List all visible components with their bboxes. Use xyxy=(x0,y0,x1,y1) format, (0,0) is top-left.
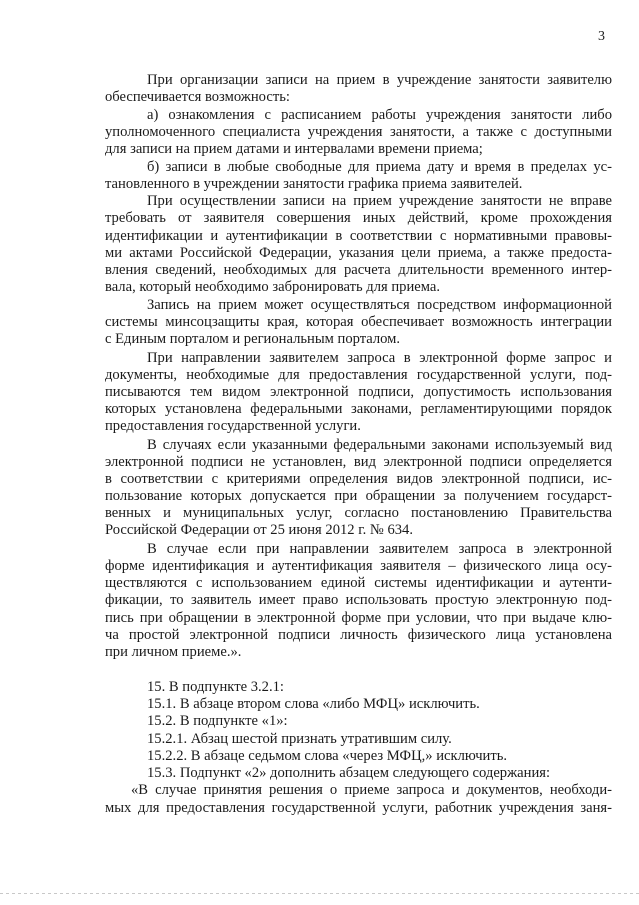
amendment-item: 15.1. В абзаце втором слова «либо МФЦ» исключить. xyxy=(147,696,480,712)
text-line: пользование которых допускается при обращении за получением государст- xyxy=(105,488,612,504)
text-line: электронной подписи не установлен, вид электронной подписи определяется xyxy=(105,454,612,470)
text-line: обеспечивается возможность: xyxy=(105,89,290,105)
quoted-text-line: мых для предоставления государственной услуги, работник учреждения заня- xyxy=(105,800,612,816)
amendment-item: 15. В подпункте 3.2.1: xyxy=(147,679,284,695)
text-line: вления сведений, необходимых для расчета длительности временного интер- xyxy=(105,262,612,278)
amendment-item: 15.2.2. В абзаце седьмом слова «через МФЦ,» исключить. xyxy=(147,748,508,764)
text-line: В случаях если указанными федеральными законами используемый вид xyxy=(147,437,612,453)
text-line: венных и муниципальных услуг, согласно постановлению Правительства xyxy=(105,505,612,521)
text-line: Запись на прием может осуществляться посредством информационной xyxy=(147,297,612,313)
text-line: которых установлена федеральными законами, регламентирующими порядок xyxy=(105,401,612,417)
text-line: требовать от заявителя совершения иных действий, кроме прохождения xyxy=(105,210,612,226)
text-line: писываются тем видом электронной подписи, допустимость использования xyxy=(105,384,612,400)
text-line: уполномоченного специалиста учреждения занятости, а также с доступными xyxy=(105,124,612,140)
text-line: При направлении заявителем запроса в электронной форме запрос и xyxy=(147,350,612,366)
text-line: При осуществлении записи на прием учреждение занятости не вправе xyxy=(147,193,612,209)
text-line: ча простой электронной подписи личность физического лица установлена xyxy=(105,627,612,643)
text-line: б) записи в любые свободные для приема дату и время в пределах ус- xyxy=(147,159,612,175)
text-line: с Единым порталом и региональным порталом. xyxy=(105,331,401,347)
text-line: для записи на прием датами и интервалами времени приема; xyxy=(105,141,483,157)
text-line: форме идентификация и аутентификация заявителя – физического лица осу- xyxy=(105,558,612,574)
amendment-item: 15.2.1. Абзац шестой признать утратившим силу. xyxy=(147,731,452,747)
text-line: пись при обращении в электронной форме при условии, что при выдаче клю- xyxy=(105,610,612,626)
scan-edge-divider xyxy=(0,893,639,894)
text-line: ми актами Российской Федерации, указания цели приема, а также предоста- xyxy=(105,245,612,261)
page-number: 3 xyxy=(598,29,605,44)
text-line: при личном приеме.». xyxy=(105,644,242,660)
text-line: предоставления государственной услуги. xyxy=(105,418,361,434)
text-line: а) ознакомления с расписанием работы учреждения занятости либо xyxy=(147,107,612,123)
text-line: в соответствии с критериями определения видов электронной подписи, ис- xyxy=(105,471,612,487)
amendment-item: 15.2. В подпункте «1»: xyxy=(147,713,288,729)
text-line: Российской Федерации от 25 июня 2012 г. № 634. xyxy=(105,522,413,538)
text-line: фикации, то заявитель имеет право использовать простую электронную под- xyxy=(105,592,612,608)
text-line: документы, необходимые для предоставления государственной услуги, под- xyxy=(105,367,612,383)
text-line: идентификации и аутентификации в соответствии с нормативными правовы- xyxy=(105,228,612,244)
amendment-item: 15.3. Подпункт «2» дополнить абзацем следующего содержания: xyxy=(147,765,551,781)
quoted-text-line: «В случае принятия решения о приеме запроса и документов, необходи- xyxy=(131,782,612,798)
text-line: ществляются с использованием единой системы идентификации и аутенти- xyxy=(105,575,612,591)
text-line: В случае если при направлении заявителем запроса в электронной xyxy=(147,541,612,557)
text-line: системы минсоцзащиты края, которая обеспечивает возможность интеграции xyxy=(105,314,612,330)
text-line: При организации записи на прием в учреждение занятости заявителю xyxy=(147,72,612,88)
text-line: вала, который необходимо забронировать для приема. xyxy=(105,279,441,295)
text-line: тановленного в учреждении занятости графика приема заявителей. xyxy=(105,176,523,192)
